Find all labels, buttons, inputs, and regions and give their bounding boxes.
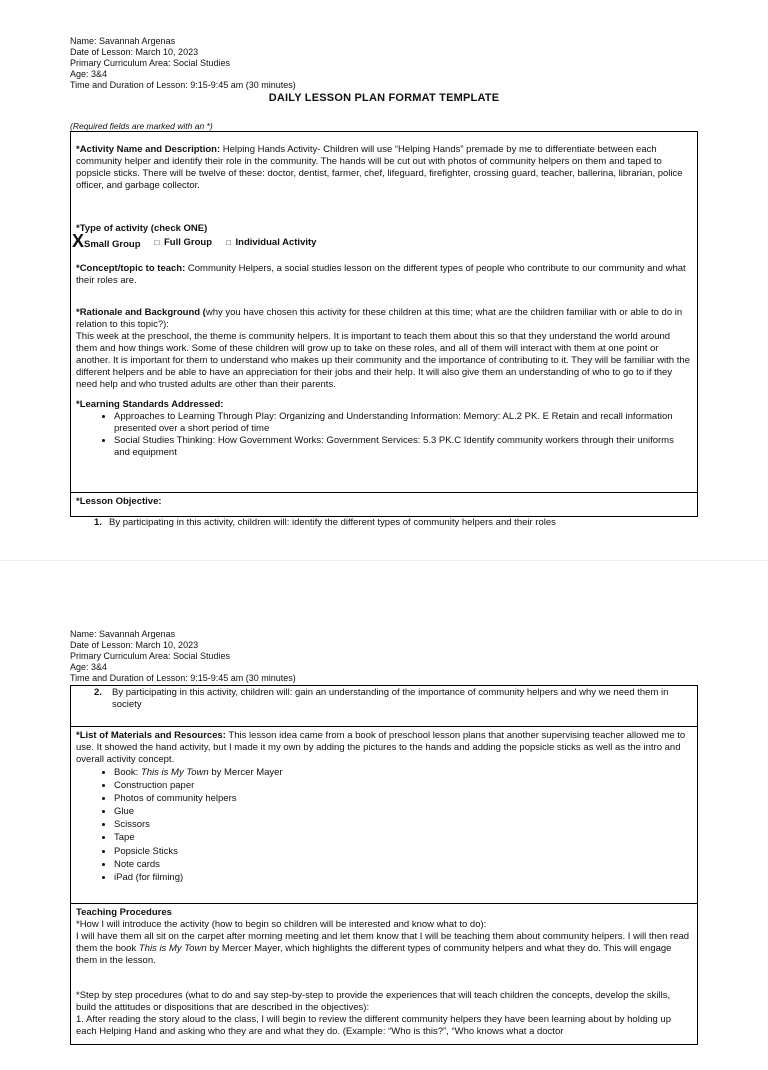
option-individual-activity[interactable]: □ Individual Activity [226, 237, 317, 248]
concept-label: *Concept/topic to teach: [76, 263, 186, 274]
activity-section [71, 132, 697, 492]
standard-item: • Approaches to Learning Through Play: Organizing and Understanding Information: Memory: AL.2 PK. E Retain and recall information presented over a short period of time [114, 411, 692, 435]
materials-label: *List of Materials and Resources: [76, 730, 226, 741]
option-small-group[interactable]: XSmall Group [72, 231, 141, 251]
check-x-icon: X [72, 231, 85, 251]
activity-type-options [72, 231, 692, 251]
page-title: DAILY LESSON PLAN FORMAT TEMPLATE [268, 92, 500, 104]
rationale-question: *Rationale and Background (why you have chosen this activity for these children at this time; what are the children familiar with or able to do in relation to this topic?): [76, 307, 683, 330]
required-note: (Required fields are marked with an *) [70, 121, 213, 131]
material-item: • Note cards [114, 858, 692, 871]
checkbox-icon: □ [154, 238, 160, 247]
header-time: Time and Duration of Lesson: 9:15-9:45 am (30 minutes) [70, 673, 296, 683]
objective-item: 1. By participating in this activity, children will: identify the different types of community helpers and their roles [94, 517, 556, 528]
concept-topic [76, 263, 692, 287]
material-item: • Photos of community helpers [114, 792, 692, 805]
lesson-header [70, 36, 296, 91]
concept-text: Community Helpers, a social studies lesson on the different types of people who contribute to our community and what their roles are. [76, 263, 686, 286]
intro-question: *How I will introduce the activity (how to begin so children will be interested and know what to do): [76, 919, 487, 930]
header-date: Date of Lesson: March 10, 2023 [70, 47, 199, 57]
standards-list [76, 411, 692, 459]
page-2 [0, 560, 768, 1037]
header-age: Age: 3&4 [70, 662, 108, 672]
intro-answer: I will have them all sit on the carpet after morning meeting and let them know that I will be teaching them about community helpers. I will then read them the book This is My Town by Mercer Mayer, which highlights the different types of community helpers and what they do. This will engage them in the lesson. [76, 931, 690, 966]
objective-item: 2. By participating in this activity, children will: gain an understanding of the importance of community helpers and why we need them in society [94, 687, 669, 710]
lesson-plan-table-2 [70, 685, 698, 1045]
header-name: Name: Savannah Argenas [70, 36, 176, 46]
lesson-plan-table-1 [70, 131, 698, 528]
header-date: Date of Lesson: March 10, 2023 [70, 640, 199, 650]
option-full-group[interactable]: □ Full Group [154, 237, 213, 248]
activity-label: *Activity Name and Description: [76, 144, 221, 155]
objective-label: *Lesson Objective: [76, 496, 162, 507]
standard-item: • Social Studies Thinking: How Government Works: Government Services: 5.3 PK.C Identify community workers through their uniforms and equipment [114, 435, 692, 459]
header-curriculum: Primary Curriculum Area: Social Studies [70, 58, 231, 68]
material-item: • Construction paper [114, 779, 692, 792]
procedures-label: Teaching Procedures [76, 907, 172, 918]
lesson-header [70, 629, 296, 684]
steps-question: *Step by step procedures (what to do and say step-by-step to provide the experiences that will teach children the concepts, develop the skills, build the attitudes or dispositions that are described in the objectives): [76, 990, 671, 1013]
objective-continued [71, 686, 697, 726]
checkbox-icon: □ [226, 238, 231, 247]
step-1: 1. After reading the story aloud to the class, I will begin to review the different community helpers they have been learning about by holding up each Helping Hand and asking who they are and what they do. (Example: “Who is this?”, “Who knows what a doctor [76, 1014, 671, 1037]
activity-text: Helping Hands Activity- Children will use “Helping Hands” premade by me to differentiate between each community helper and identify their role in the community. The hands will be cut out with photos of community helpers on them and taped to popsicle sticks. There will be twelve of these: doctor, dentist, farmer, chef, lifeguard, firefighter, crossing guard, teacher, ballerina, librarian, police officer, and garbage collector. [76, 144, 683, 191]
material-item: • iPad (for filming) [114, 871, 692, 884]
material-item: • Tape [114, 831, 692, 844]
type-of-activity-label: *Type of activity (check ONE) [76, 223, 208, 234]
materials-description: *List of Materials and Resources: This lesson idea came from a book of preschool lesson plans that another supervising teacher allowed me to use. It showed the hand activity, but I made it my own by adding the pictures to the hands and adding the popsicle sticks as well as the intro and overall activity concept. [76, 730, 686, 765]
header-name: Name: Savannah Argenas [70, 629, 176, 639]
rationale-label: *Rationale and Background ( [76, 307, 206, 318]
rationale-text: This week at the preschool, the theme is community helpers. It is important to teach them about this so that they understand the world around them and how things work. Some of these children will grow up to take on these roles, and all of them will interact with them at one point or another. It is important for them to understand who makes up their community and the importance of contributing to it. They will be familiar with the different helpers and be able to have an appreciation for their jobs and their help. It will also give them an understanding of who to go to if they need help and who trusted adults are other than their parents. [76, 331, 690, 390]
standards-label: *Learning Standards Addressed: [76, 399, 224, 410]
header-curriculum: Primary Curriculum Area: Social Studies [70, 651, 231, 661]
material-item: • Glue [114, 805, 692, 818]
materials-section [71, 726, 697, 903]
objective-section [71, 492, 697, 538]
material-item: • Scissors [114, 818, 692, 831]
material-item: • Book: This is My Town by Mercer Mayer [114, 766, 692, 779]
activity-description [76, 144, 692, 192]
header-age: Age: 3&4 [70, 69, 108, 79]
materials-list [76, 766, 692, 884]
header-time: Time and Duration of Lesson: 9:15-9:45 am (30 minutes) [70, 80, 296, 90]
procedures-section [71, 903, 697, 1070]
material-item: • Popsicle Sticks [114, 845, 692, 858]
